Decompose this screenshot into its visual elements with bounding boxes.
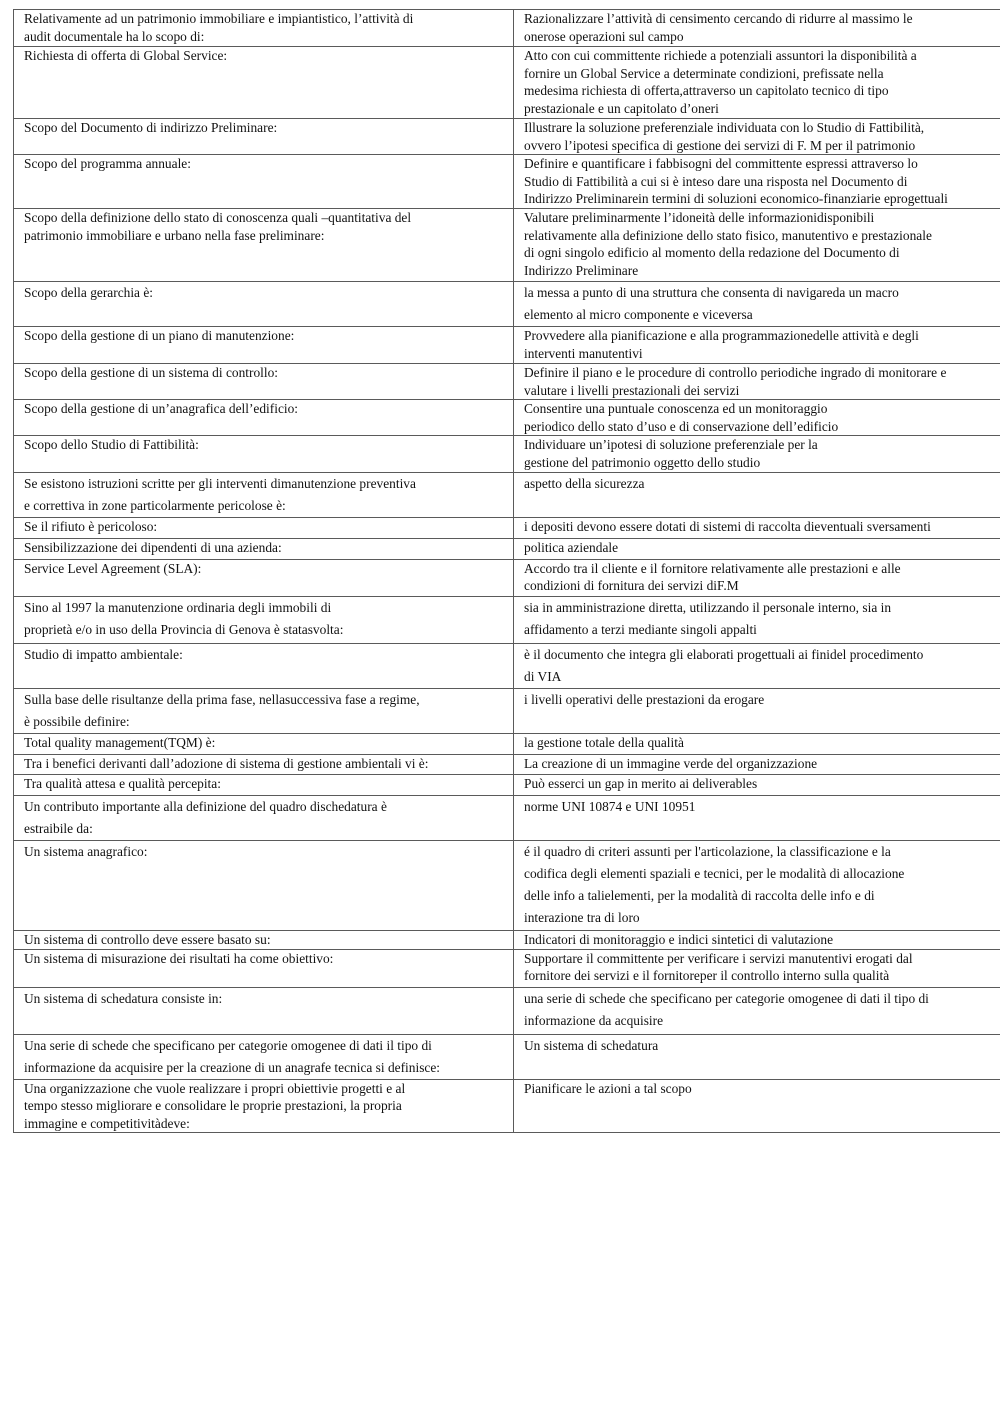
question-cell <box>14 949 514 987</box>
answer-text-line: Atto con cui committente richiede a potenziali assuntori la disponibilità a <box>524 48 917 63</box>
answer-text-line: Razionalizzare l’attività di censimento cercando di ridurre al massimo le <box>524 11 913 26</box>
answer-text-line: affidamento a terzi mediante singoli appalti <box>524 621 757 637</box>
answer-text-line: Studio di Fattibilità a cui si è inteso dare una risposta nel Documento di <box>524 173 908 189</box>
answer-text-line: Un sistema di schedatura <box>524 1037 659 1053</box>
answer-text-line: elemento al micro componente e viceversa <box>524 306 753 322</box>
question-cell <box>14 538 514 559</box>
answer-text-line: valutare i livelli prestazionali dei servizi <box>524 382 740 398</box>
question-cell <box>14 559 514 596</box>
answer-text-line: Indirizzo Preliminarein termini di soluzioni economico-finanziarie eprogettuali <box>524 191 948 207</box>
question-text-line: Tra i benefici derivanti dall’adozione di sistema di gestione ambientali vi è: <box>24 755 429 771</box>
answer-text-line: medesima richiesta di offerta,attraverso un capitolato tecnico di tipo <box>524 83 889 99</box>
answer-text-line: Definire il piano e le procedure di controllo periodiche ingrado di monitorare e <box>524 364 947 380</box>
answer-text-line: una serie di schede che specificano per categorie omogenee di dati il tipo di <box>524 990 929 1006</box>
answer-cell <box>514 363 1000 399</box>
answer-text-line: ovvero l’ipotesi specifica di gestione dei servizi di F. M per il patrimonio <box>524 137 916 153</box>
answer-cell <box>514 326 1000 363</box>
question-text-line: Sino al 1997 la manutenzione ordinaria degli immobili di <box>24 599 332 615</box>
question-cell <box>14 840 514 930</box>
question-text-line: patrimonio immobiliare e urbano nella fase preliminare: <box>24 227 325 243</box>
question-cell <box>14 596 514 643</box>
question-cell <box>14 472 514 517</box>
answer-text-line: Illustrare la soluzione preferenziale individuata con lo Studio di Fattibilità, <box>524 120 925 135</box>
question-cell <box>14 119 514 155</box>
question-text-line: Scopo della definizione dello stato di conoscenza quali –quantitativa del <box>24 209 412 225</box>
answer-cell <box>514 643 1000 688</box>
answer-text-line: codifica degli elementi spaziali e tecnici, per le modalità di allocazione <box>524 865 905 881</box>
answer-text-line: Consentire una puntuale conoscenza ed un monitoraggio <box>524 401 828 417</box>
answer-cell <box>514 538 1000 559</box>
table-row <box>14 949 1000 987</box>
answer-text-line: relativamente alla definizione dello stato fisico, manutentivo e prestazionale <box>524 227 932 243</box>
table-row <box>14 930 1000 949</box>
answer-text-line: Pianificare le azioni a tal scopo <box>524 1080 692 1096</box>
question-cell <box>14 208 514 281</box>
table-row <box>14 517 1000 538</box>
question-text-line: Studio di impatto ambientale: <box>24 646 183 662</box>
question-text-line: Sulla base delle risultanze della prima fase, nellasuccessiva fase a regime, <box>24 691 420 707</box>
table-row <box>14 281 1000 326</box>
question-cell <box>14 281 514 326</box>
question-cell <box>14 326 514 363</box>
question-text-line: informazione da acquisire per la creazione di un anagrafe tecnica si definisce: <box>24 1059 441 1075</box>
answer-cell <box>514 1079 1000 1133</box>
answer-text-line: Indicatori di monitoraggio e indici sintetici di valutazione <box>524 931 834 947</box>
table-row <box>14 643 1000 688</box>
answer-cell <box>514 688 1000 733</box>
answer-text-line: i depositi devono essere dotati di sistemi di raccolta dieventuali sversamenti <box>524 518 931 534</box>
table-row <box>14 774 1000 795</box>
answer-text-line: interventi manutentivi <box>524 345 643 361</box>
answer-cell <box>514 400 1000 436</box>
table-row <box>14 47 1000 119</box>
table-row <box>14 436 1000 472</box>
table-row <box>14 754 1000 774</box>
answer-text-line: la messa a punto di una struttura che consenta di navigareda un macro <box>524 284 899 300</box>
question-text-line: Scopo della gestione di un sistema di controllo: <box>24 364 279 380</box>
question-cell <box>14 795 514 840</box>
answer-text-line: Provvedere alla pianificazione e alla programmazionedelle attività e degli <box>524 327 919 343</box>
question-text-line: estraibile da: <box>24 820 93 836</box>
answer-cell <box>514 1034 1000 1079</box>
question-cell <box>14 10 514 47</box>
answer-text-line: è il documento che integra gli elaborati progettuali ai finidel procedimento <box>524 646 924 662</box>
answer-cell <box>514 559 1000 596</box>
answer-text-line: di VIA <box>524 668 562 684</box>
answer-text-line: Valutare preliminarmente l’idoneità delle informazionidisponibili <box>524 209 875 225</box>
question-text-line: Sensibilizzazione dei dipendenti di una azienda: <box>24 539 282 555</box>
answer-text-line: delle info a talielementi, per la modalità di raccolta delle info e di <box>524 887 875 903</box>
table-row <box>14 688 1000 733</box>
table-row <box>14 472 1000 517</box>
table-row <box>14 596 1000 643</box>
answer-text-line: i livelli operativi delle prestazioni da erogare <box>524 691 765 707</box>
answer-cell <box>514 774 1000 795</box>
question-text-line: Tra qualità attesa e qualità percepita: <box>24 775 221 791</box>
question-cell <box>14 688 514 733</box>
question-text-line: Un contributo importante alla definizione del quadro dischedatura è <box>24 798 387 814</box>
table-row <box>14 795 1000 840</box>
answer-cell <box>514 155 1000 209</box>
answer-cell <box>514 281 1000 326</box>
table-row <box>14 538 1000 559</box>
table-row <box>14 326 1000 363</box>
question-cell <box>14 987 514 1034</box>
question-text-line: Se esistono istruzioni scritte per gli interventi dimanutenzione preventiva <box>24 475 416 491</box>
answer-text-line: Accordo tra il cliente e il fornitore relativamente alle prestazioni e alle <box>524 560 901 576</box>
answer-cell <box>514 517 1000 538</box>
question-text-line: Total quality management(TQM) è: <box>24 734 216 750</box>
question-text-line: Una serie di schede che specificano per categorie omogenee di dati il tipo di <box>24 1037 432 1053</box>
question-text-line: Relativamente ad un patrimonio immobiliare e impiantistico, l’attività di <box>24 11 414 26</box>
answer-cell <box>514 949 1000 987</box>
answer-cell <box>514 795 1000 840</box>
answer-text-line: prestazionale e un capitolato d’oneri <box>524 100 719 116</box>
question-text-line: Scopo del programma annuale: <box>24 156 191 172</box>
question-cell <box>14 436 514 472</box>
table-row <box>14 208 1000 281</box>
answer-cell <box>514 930 1000 949</box>
question-text-line: Scopo della gerarchia è: <box>24 284 154 300</box>
answer-text-line: norme UNI 10874 e UNI 10951 <box>524 798 696 814</box>
answer-cell <box>514 596 1000 643</box>
table-row <box>14 559 1000 596</box>
question-text-line: Un sistema anagrafico: <box>24 843 148 859</box>
table-row <box>14 840 1000 930</box>
question-text-line: immagine e competitivitàdeve: <box>24 1115 190 1131</box>
question-text-line: e correttiva in zone particolarmente pericolose è: <box>24 497 286 513</box>
answer-text-line: sia in amministrazione diretta, utilizzando il personale interno, sia in <box>524 599 892 615</box>
question-text-line: proprietà e/o in uso della Provincia di Genova è statasvolta: <box>24 621 344 637</box>
answer-cell <box>514 119 1000 155</box>
answer-text-line: informazione da acquisire <box>524 1012 664 1028</box>
question-text-line: Scopo della gestione di un’anagrafica dell’edificio: <box>24 401 299 417</box>
question-text-line: Un sistema di schedatura consiste in: <box>24 990 223 1006</box>
answer-text-line: politica aziendale <box>524 539 619 555</box>
answer-text-line: interazione tra di loro <box>524 909 640 925</box>
answer-text-line: aspetto della sicurezza <box>524 475 645 491</box>
question-cell <box>14 47 514 119</box>
table-row <box>14 119 1000 155</box>
question-text-line: Un sistema di controllo deve essere basato su: <box>24 931 271 947</box>
question-text-line: Un sistema di misurazione dei risultati ha come obiettivo: <box>24 950 334 966</box>
question-text-line: Scopo della gestione di un piano di manutenzione: <box>24 327 295 343</box>
answer-cell <box>514 840 1000 930</box>
answer-text-line: Indirizzo Preliminare <box>524 262 639 278</box>
table-row <box>14 733 1000 754</box>
answer-text-line: gestione del patrimonio oggetto dello studio <box>524 454 761 470</box>
answer-text-line: é il quadro di criteri assunti per l'articolazione, la classificazione e la <box>524 843 891 859</box>
answer-text-line: la gestione totale della qualità <box>524 734 684 750</box>
answer-cell <box>514 987 1000 1034</box>
answer-cell <box>514 754 1000 774</box>
answer-text-line: fornitore dei servizi e il fornitoreper il controllo interno sulla qualità <box>524 968 890 984</box>
table-row <box>14 987 1000 1034</box>
table-row <box>14 1034 1000 1079</box>
question-cell <box>14 754 514 774</box>
question-cell <box>14 363 514 399</box>
answer-text-line: Individuare un’ipotesi di soluzione preferenziale per la <box>524 437 818 453</box>
answer-cell <box>514 733 1000 754</box>
answer-text-line: periodico dello stato d’uso e di conservazione dell’edificio <box>524 418 839 434</box>
question-cell <box>14 1034 514 1079</box>
answer-text-line: Può esserci un gap in merito ai deliverables <box>524 775 758 791</box>
question-cell <box>14 733 514 754</box>
question-text-line: è possibile definire: <box>24 713 130 729</box>
qa-table-body <box>14 10 1000 1133</box>
question-text-line: Richiesta di offerta di Global Service: <box>24 48 228 63</box>
question-cell <box>14 774 514 795</box>
table-row <box>14 1079 1000 1133</box>
answer-text-line: fornire un Global Service a determinate condizioni, prefissate nella <box>524 65 884 81</box>
answer-cell <box>514 10 1000 47</box>
answer-cell <box>514 436 1000 472</box>
question-cell <box>14 1079 514 1133</box>
table-row <box>14 155 1000 209</box>
question-cell <box>14 400 514 436</box>
answer-cell <box>514 47 1000 119</box>
question-text-line: audit documentale ha lo scopo di: <box>24 28 205 44</box>
table-row <box>14 363 1000 399</box>
answer-text-line: Definire e quantificare i fabbisogni del committente espressi attraverso lo <box>524 156 918 172</box>
answer-cell <box>514 472 1000 517</box>
question-text-line: Una organizzazione che vuole realizzare i propri obiettivie progetti e al <box>24 1080 406 1096</box>
question-cell <box>14 930 514 949</box>
question-text-line: Service Level Agreement (SLA): <box>24 560 202 576</box>
answer-text-line: La creazione di un immagine verde del organizzazione <box>524 755 818 771</box>
question-text-line: Scopo del Documento di indirizzo Preliminare: <box>24 120 278 135</box>
question-cell <box>14 517 514 538</box>
question-text-line: Se il rifiuto è pericoloso: <box>24 518 158 534</box>
answer-text-line: condizioni di fornitura dei servizi diF.M <box>524 578 739 594</box>
question-text-line: Scopo dello Studio di Fattibilità: <box>24 437 199 453</box>
answer-text-line: onerose operazioni sul campo <box>524 28 684 44</box>
question-cell <box>14 155 514 209</box>
table-row <box>14 400 1000 436</box>
table-row <box>14 10 1000 47</box>
question-text-line: tempo stesso migliorare e consolidare le proprie prestazioni, la propria <box>24 1098 402 1114</box>
question-cell <box>14 643 514 688</box>
answer-text-line: di ogni singolo edificio al momento della redazione del Documento di <box>524 245 900 261</box>
answer-text-line: Supportare il committente per verificare i servizi manutentivi erogati dal <box>524 950 913 966</box>
answer-cell <box>514 208 1000 281</box>
qa-table <box>13 9 1000 1133</box>
